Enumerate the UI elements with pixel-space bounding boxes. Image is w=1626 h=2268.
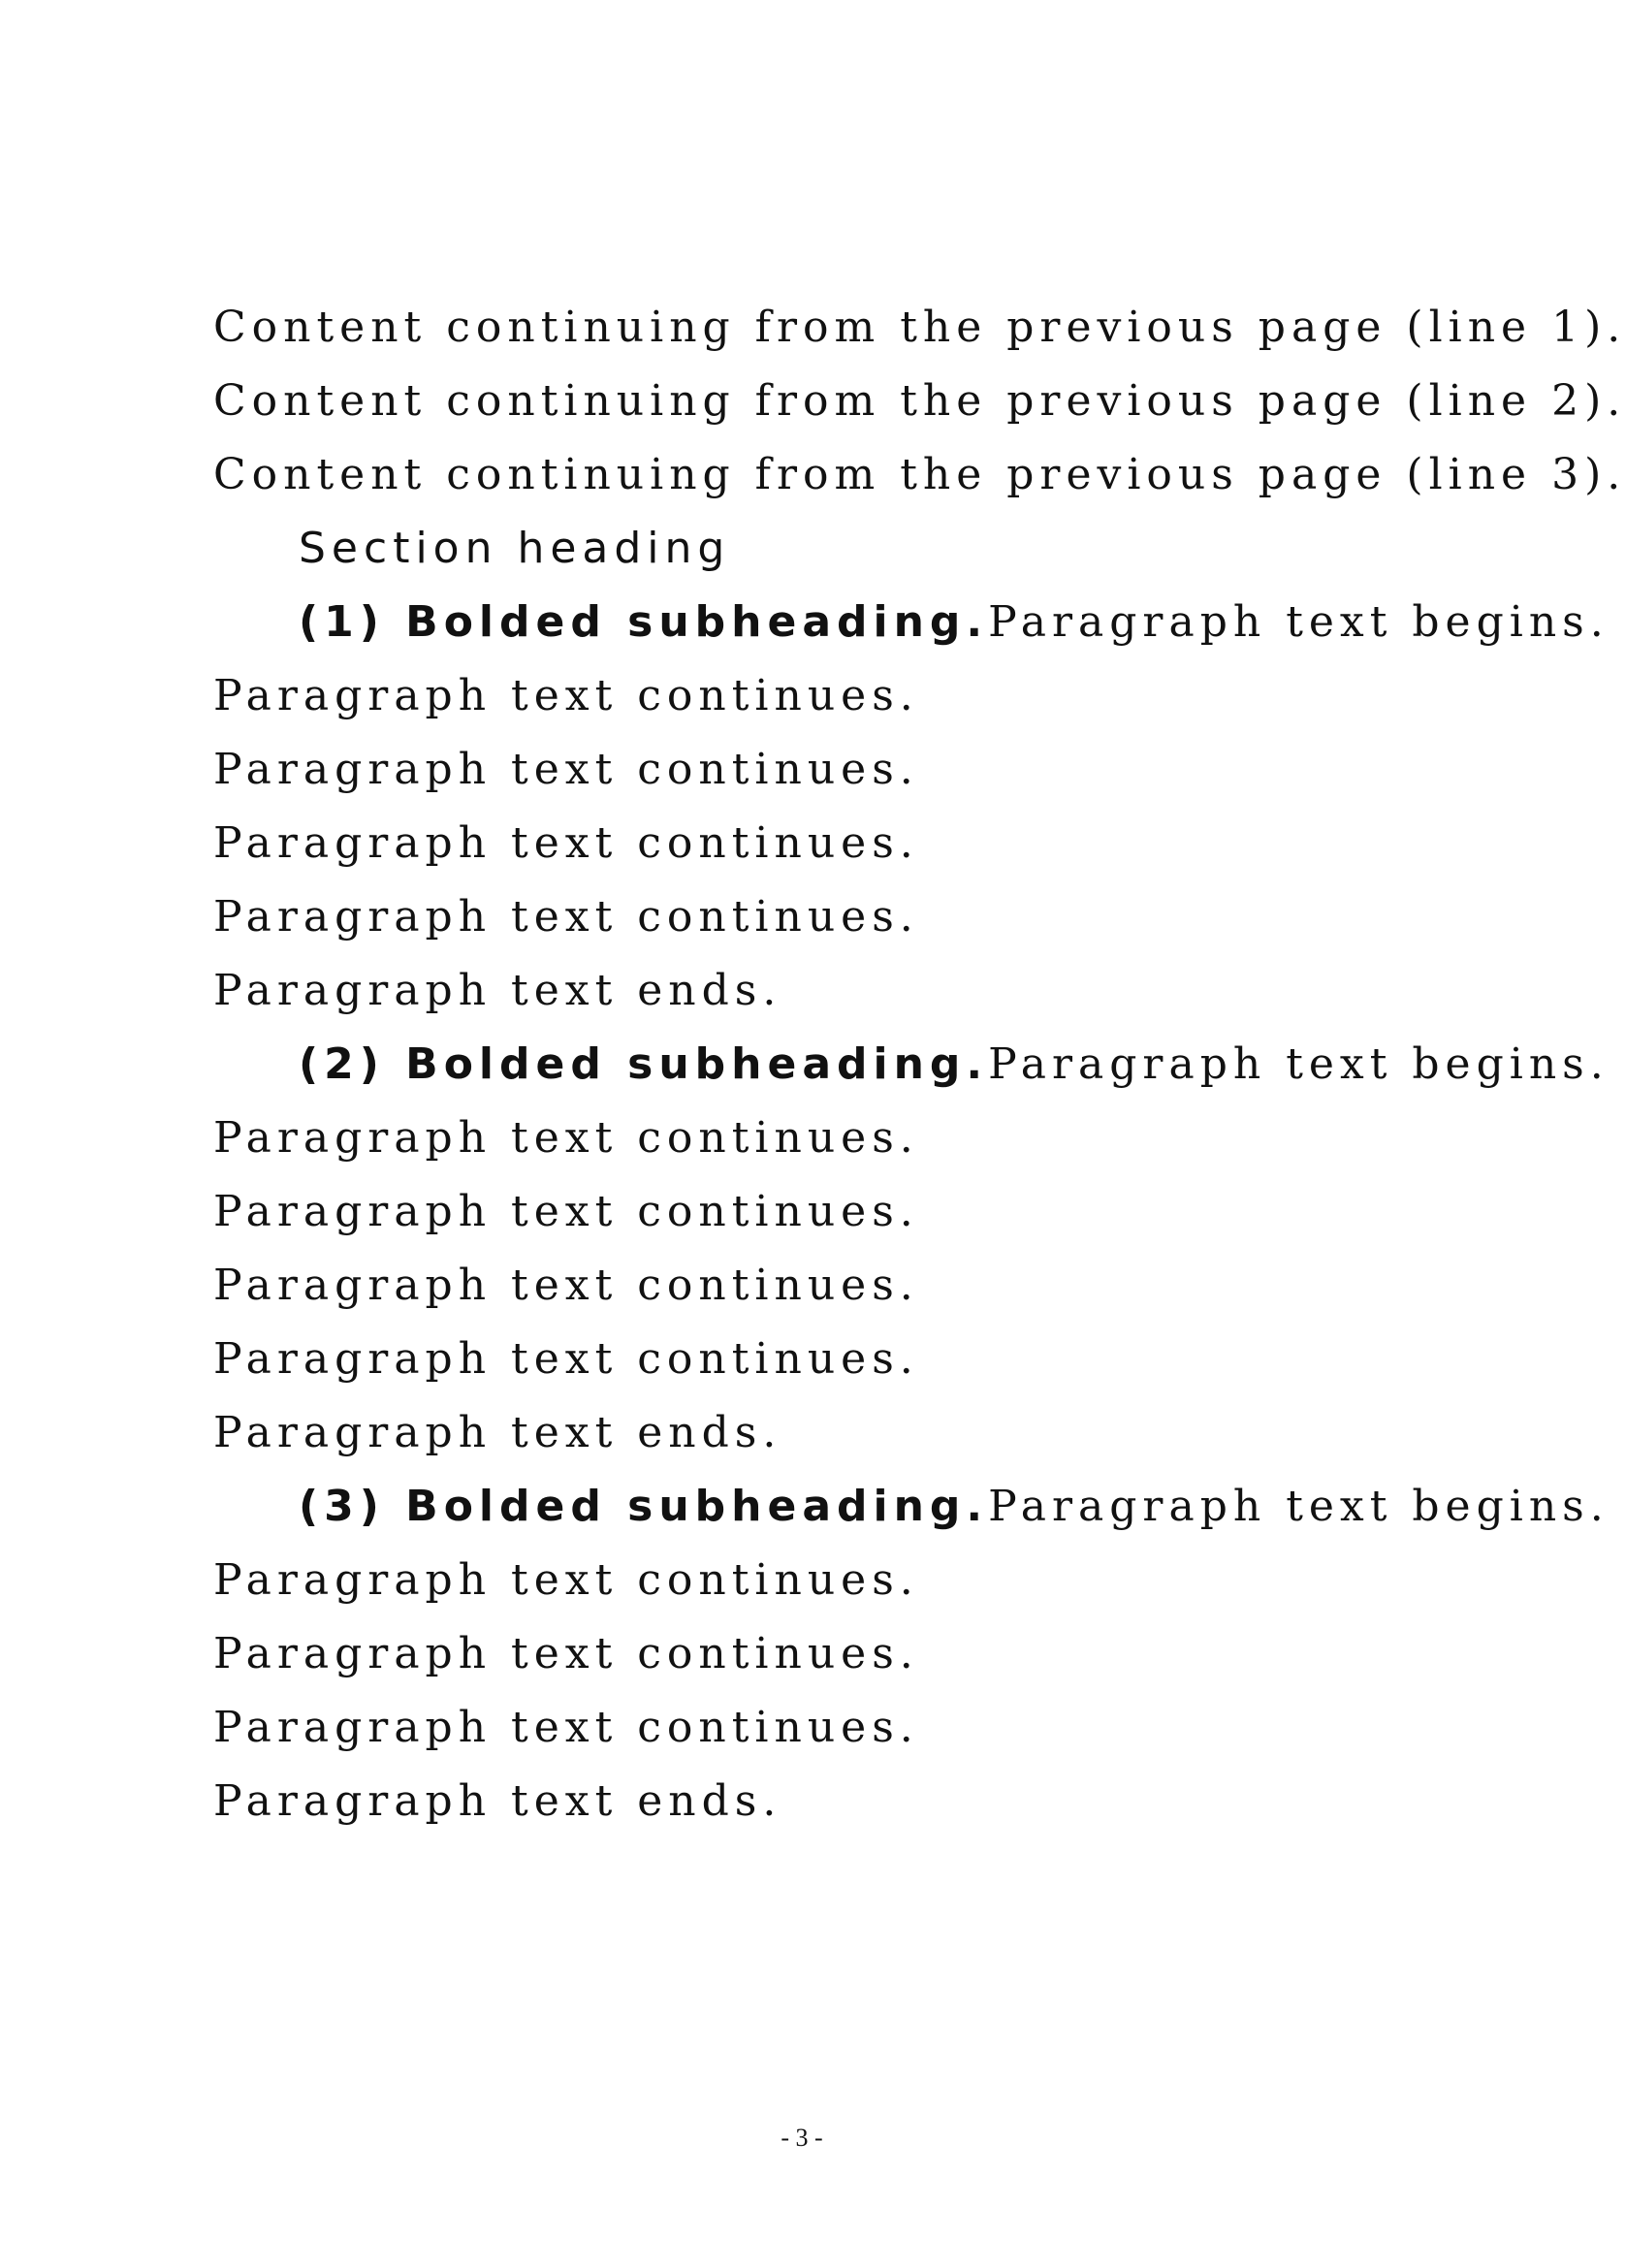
- paragraph-text: Paragraph text begins.: [988, 1482, 1610, 1531]
- text-line: Paragraph text continues.: [213, 1187, 919, 1236]
- paragraph-subheading: (2) Bolded subheading.: [299, 1039, 989, 1089]
- text-line: Paragraph text ends.: [213, 1776, 782, 1826]
- text-line: Paragraph text continues.: [213, 1703, 919, 1752]
- text-line: Paragraph text continues.: [213, 892, 919, 942]
- text-line: Paragraph text continues.: [213, 671, 919, 720]
- page-number: - 3 -: [781, 2124, 823, 2152]
- text-line: Content continuing from the previous page (line 1).: [213, 303, 1626, 352]
- text-line: Paragraph text continues.: [213, 1629, 919, 1678]
- text-line: Paragraph text continues.: [213, 1261, 919, 1310]
- text-line: Content continuing from the previous page (line 3).: [213, 450, 1626, 499]
- body-text: [213, 291, 1626, 1838]
- text-line: Content continuing from the previous page (line 2).: [213, 376, 1626, 426]
- paragraph-text: Paragraph text begins.: [988, 1039, 1610, 1089]
- text-line: Paragraph text ends.: [213, 1408, 782, 1457]
- paragraph-text: Paragraph text begins.: [988, 597, 1610, 647]
- section-heading: Section heading: [299, 524, 731, 573]
- text-line: Paragraph text continues.: [213, 745, 919, 794]
- paragraph-subheading: (1) Bolded subheading.: [299, 597, 989, 647]
- paragraph-first-line: [213, 1028, 1610, 1102]
- text-line: Paragraph text ends.: [213, 966, 782, 1015]
- paragraph-subheading: (3) Bolded subheading.: [299, 1482, 989, 1531]
- paragraph-first-line: [213, 586, 1610, 659]
- text-line: Paragraph text continues.: [213, 1113, 919, 1163]
- paragraph-first-line: [213, 1470, 1610, 1544]
- text-line: Paragraph text continues.: [213, 818, 919, 868]
- text-line: Paragraph text continues.: [213, 1334, 919, 1384]
- text-line: Paragraph text continues.: [213, 1555, 919, 1605]
